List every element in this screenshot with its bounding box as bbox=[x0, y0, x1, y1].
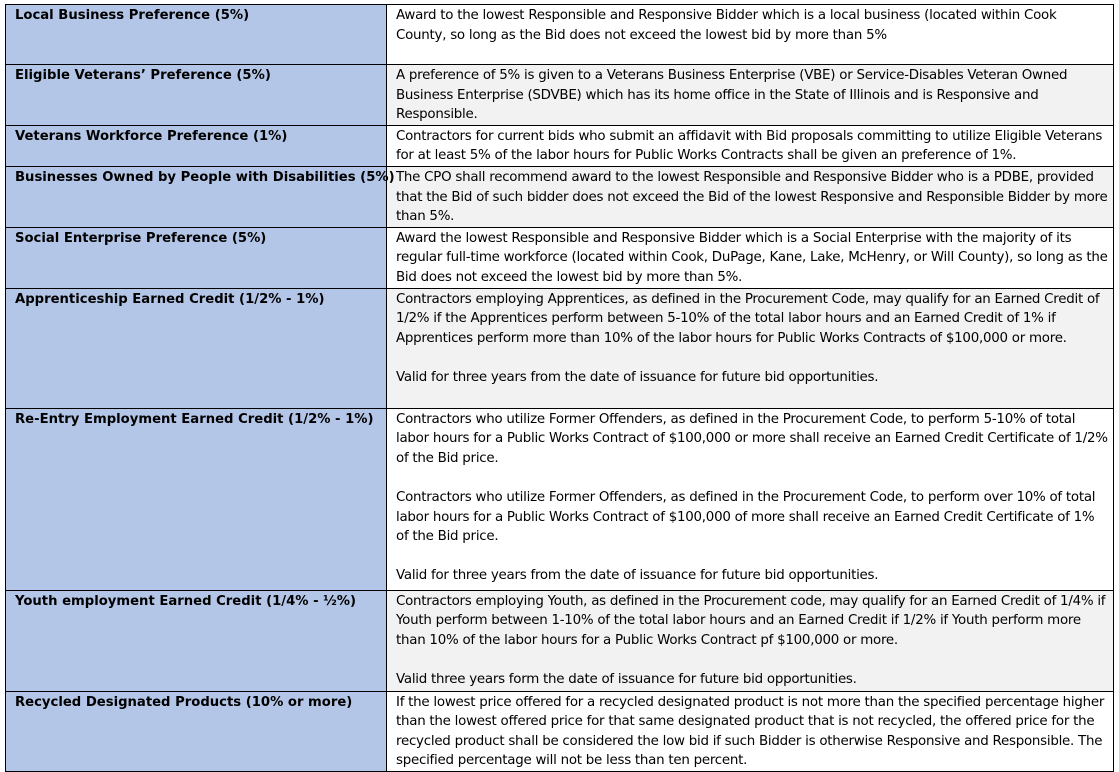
preference-label: Social Enterprise Preference (5%) bbox=[6, 227, 387, 288]
preference-description bbox=[387, 166, 1114, 227]
validity-note: Valid three years form the date of issuance for future bid opportunities. bbox=[396, 671, 857, 687]
preference-label: Local Business Preference (5%) bbox=[6, 5, 387, 65]
preference-description bbox=[387, 65, 1114, 126]
table-row bbox=[6, 65, 1114, 126]
preference-label: Youth employment Earned Credit (1/4% - ½%) bbox=[6, 590, 387, 691]
preference-description bbox=[387, 691, 1114, 771]
table-row bbox=[6, 166, 1114, 227]
preference-description bbox=[387, 5, 1114, 65]
description-paragraph: A preference of 5% is given to a Veterans Business Enterprise (VBE) or Service-Disables Veteran Owned Business Enterprise (SDVBE) which has its home office in the State of Illinois and is Responsive and Responsible. bbox=[396, 68, 1068, 123]
preference-description bbox=[387, 227, 1114, 288]
preference-credit-table-document bbox=[5, 4, 1113, 772]
preference-label: Re-Entry Employment Earned Credit (1/2% - 1%) bbox=[6, 408, 387, 590]
table-row bbox=[6, 5, 1114, 65]
description-paragraph: Contractors employing Apprentices, as defined in the Procurement Code, may qualify for an Earned Credit of 1/2% if the Apprentices perform between 5-10% of the total labor hours and an Earned Credit of 1% if Apprentices perform more than 10% of the labor hours for Public Works Contracts of $100,000 or more. bbox=[396, 291, 1100, 346]
preference-description bbox=[387, 288, 1114, 408]
table-row bbox=[6, 408, 1114, 590]
validity-note: Valid for three years from the date of issuance for future bid opportunities. bbox=[396, 568, 879, 584]
description-paragraph: Contractors who utilize Former Offenders, as defined in the Procurement Code, to perform over 10% of total labor hours for a Public Works Contract of $100,000 of more shall receive an Earned Credit Certificate of 1% of the Bid price. bbox=[396, 489, 1096, 545]
preference-label: Eligible Veterans’ Preference (5%) bbox=[6, 65, 387, 126]
description-paragraph: Award the lowest Responsible and Responsive Bidder which is a Social Enterprise with the majority of its regular full-time workforce (located within Cook, DuPage, Kane, Lake, McHenry, or Will County), so long as the Bid does not exceed the lowest bid by more than 5%. bbox=[396, 230, 1108, 285]
preference-label: Apprenticeship Earned Credit (1/2% - 1%) bbox=[6, 288, 387, 408]
preference-label: Veterans Workforce Preference (1%) bbox=[6, 125, 387, 166]
preference-description bbox=[387, 590, 1114, 691]
description-paragraph: The CPO shall recommend award to the lowest Responsible and Responsive Bidder who is a PDBE, provided that the Bid of such bidder does not exceed the Bid of the lowest Responsive and Responsible Bidder by more than 5%. bbox=[396, 169, 1108, 225]
validity-note: Valid for three years from the date of issuance for future bid opportunities. bbox=[396, 369, 879, 385]
preference-label: Businesses Owned by People with Disabilities (5%) bbox=[6, 166, 387, 227]
description-paragraph: Contractors employing Youth, as defined in the Procurement code, may qualify for an Earned Credit of 1/4% if Youth perform between 1-10% of the total labor hours and an Earned Credit if 1/2% if Youth perform more than 10% of the labor hours for a Public Works Contract pf $100,000 or more. bbox=[396, 593, 1106, 648]
table-row bbox=[6, 125, 1114, 166]
preference-description bbox=[387, 408, 1114, 590]
description-paragraph: If the lowest price offered for a recycled designated product is not more than the specified percentage higher than the lowest offered price for that same designated product that is not recycled, the offered price for the recycled product shall be considered the low bid if such Bidder is otherwise Responsive and Responsible. The specified percentage will not be less than ten percent. bbox=[396, 694, 1105, 769]
preference-credit-table bbox=[5, 4, 1114, 772]
description-paragraph: Award to the lowest Responsible and Responsive Bidder which is a local business (located within Cook County, so long as the Bid does not exceed the lowest bid by more than 5% bbox=[396, 8, 1057, 43]
description-paragraph: Contractors who utilize Former Offenders, as defined in the Procurement Code, to perform 5-10% of total labor hours for a Public Works Contract of $100,000 or more shall receive an Earned Credit Certificate of 1/2% of the Bid price. bbox=[396, 411, 1108, 466]
table-row bbox=[6, 288, 1114, 408]
table-row bbox=[6, 227, 1114, 288]
preference-label: Recycled Designated Products (10% or more) bbox=[6, 691, 387, 771]
table-row bbox=[6, 590, 1114, 691]
description-paragraph: Contractors for current bids who submit an affidavit with Bid proposals committing to utilize Eligible Veterans for at least 5% of the labor hours for Public Works Contracts shall be given an preference of 1%. bbox=[396, 128, 1103, 164]
table-row bbox=[6, 691, 1114, 771]
preference-description bbox=[387, 125, 1114, 166]
